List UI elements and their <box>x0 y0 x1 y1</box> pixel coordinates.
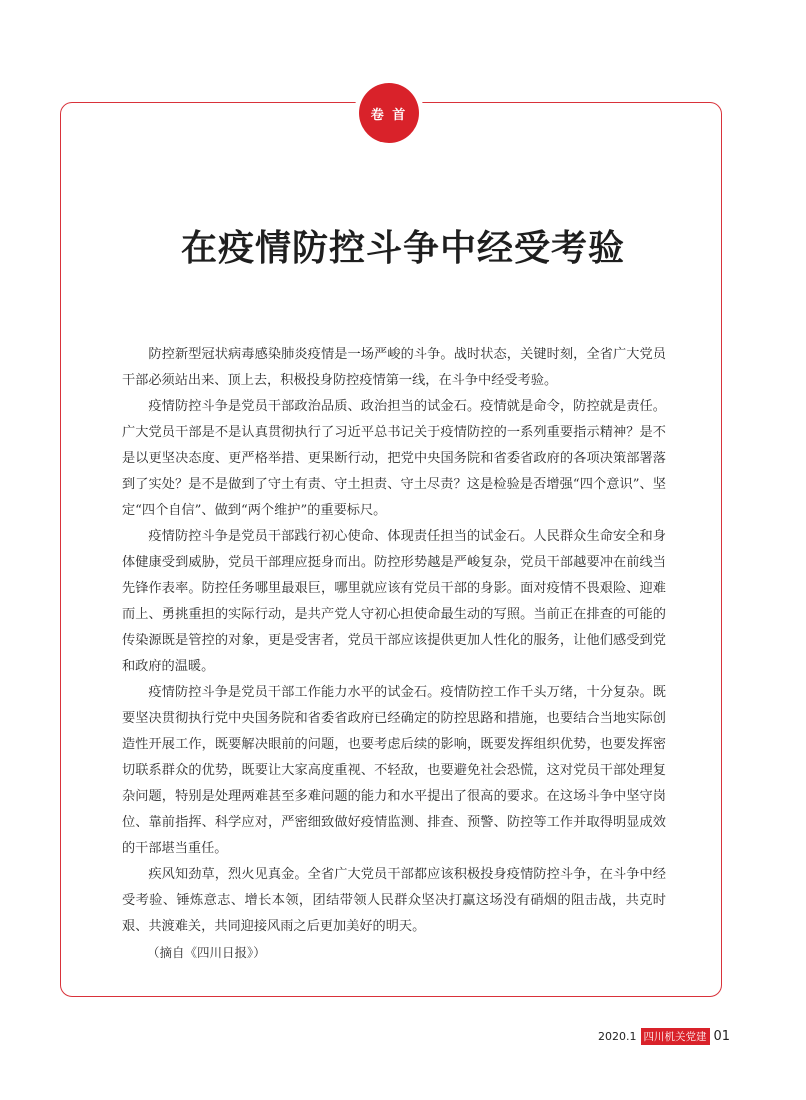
section-badge-label: 卷 首 <box>359 83 419 143</box>
article-body <box>122 342 666 966</box>
paragraph: 疫情防控斗争是党员干部践行初心使命、体现责任担当的试金石。人民群众生命安全和身体健康受到威胁，党员干部理应挺身而出。防控形势越是严峻复杂，党员干部越要冲在前线当先锋作表率。防控任务哪里最艰巨，哪里就应该有党员干部的身影。面对疫情不畏艰险、迎难而上、勇挑重担的实际行动，是共产党人守初心担使命最生动的写照。当前正在排查的可能的传染源既是管控的对象，更是受害者，党员干部应该提供更加人性化的服务，让他们感受到党和政府的温暖。 <box>122 529 666 674</box>
article-title: 在疫情防控斗争中经受考验 <box>180 228 625 269</box>
page-number: 01 <box>713 1028 731 1044</box>
paragraph: 防控新型冠状病毒感染肺炎疫情是一场严峻的斗争。战时状态，关键时刻，全省广大党员干部必须站出来、顶上去，积极投身防控疫情第一线，在斗争中经受考验。 <box>122 347 666 388</box>
source-note: （摘自《四川日报》） <box>147 945 266 960</box>
paragraph: 疾风知劲草，烈火见真金。全省广大党员干部都应该积极投身疫情防控斗争，在斗争中经受考验、锤炼意志、增长本领，团结带领人民群众坚决打赢这场没有硝烟的阻击战，共克时艰、共渡难关，共同迎接风雨之后更加美好的明天。 <box>122 867 666 934</box>
magazine-name: 四川机关党建 <box>641 1028 710 1045</box>
section-badge <box>354 78 424 148</box>
paragraph: 疫情防控斗争是党员干部工作能力水平的试金石。疫情防控工作千头万绪，十分复杂。既要坚决贯彻执行党中央国务院和省委省政府已经确定的防控思路和措施，也要结合当地实际创造性开展工作，既要解决眼前的问题，也要考虑后续的影响，既要发挥组织优势，也要发挥密切联系群众的优势，既要让大家高度重视、不轻敌，也要避免社会恐慌，这对党员干部处理复杂问题，特别是处理两难甚至多难问题的能力和水平提出了很高的要求。在这场斗争中坚守岗位、靠前指挥、科学应对，严密细致做好疫情监测、排查、预警、防控等工作并取得明显成效的干部堪当重任。 <box>122 685 666 856</box>
issue-number: 2020.1 <box>598 1029 637 1043</box>
paragraph: 疫情防控斗争是党员干部政治品质、政治担当的试金石。疫情就是命令，防控就是责任。广大党员干部是不是认真贯彻执行了习近平总书记关于疫情防控的一系列重要指示精神？是不是以更坚决态度、更严格举措、更果断行动，把党中央国务院和省委省政府的各项决策部署落到了实处？是不是做到了守土有责、守土担责、守土尽责？这是检验是否增强“四个意识”、坚定“四个自信”、做到“两个维护”的重要标尺。 <box>122 399 666 518</box>
page-footer <box>598 1028 730 1044</box>
